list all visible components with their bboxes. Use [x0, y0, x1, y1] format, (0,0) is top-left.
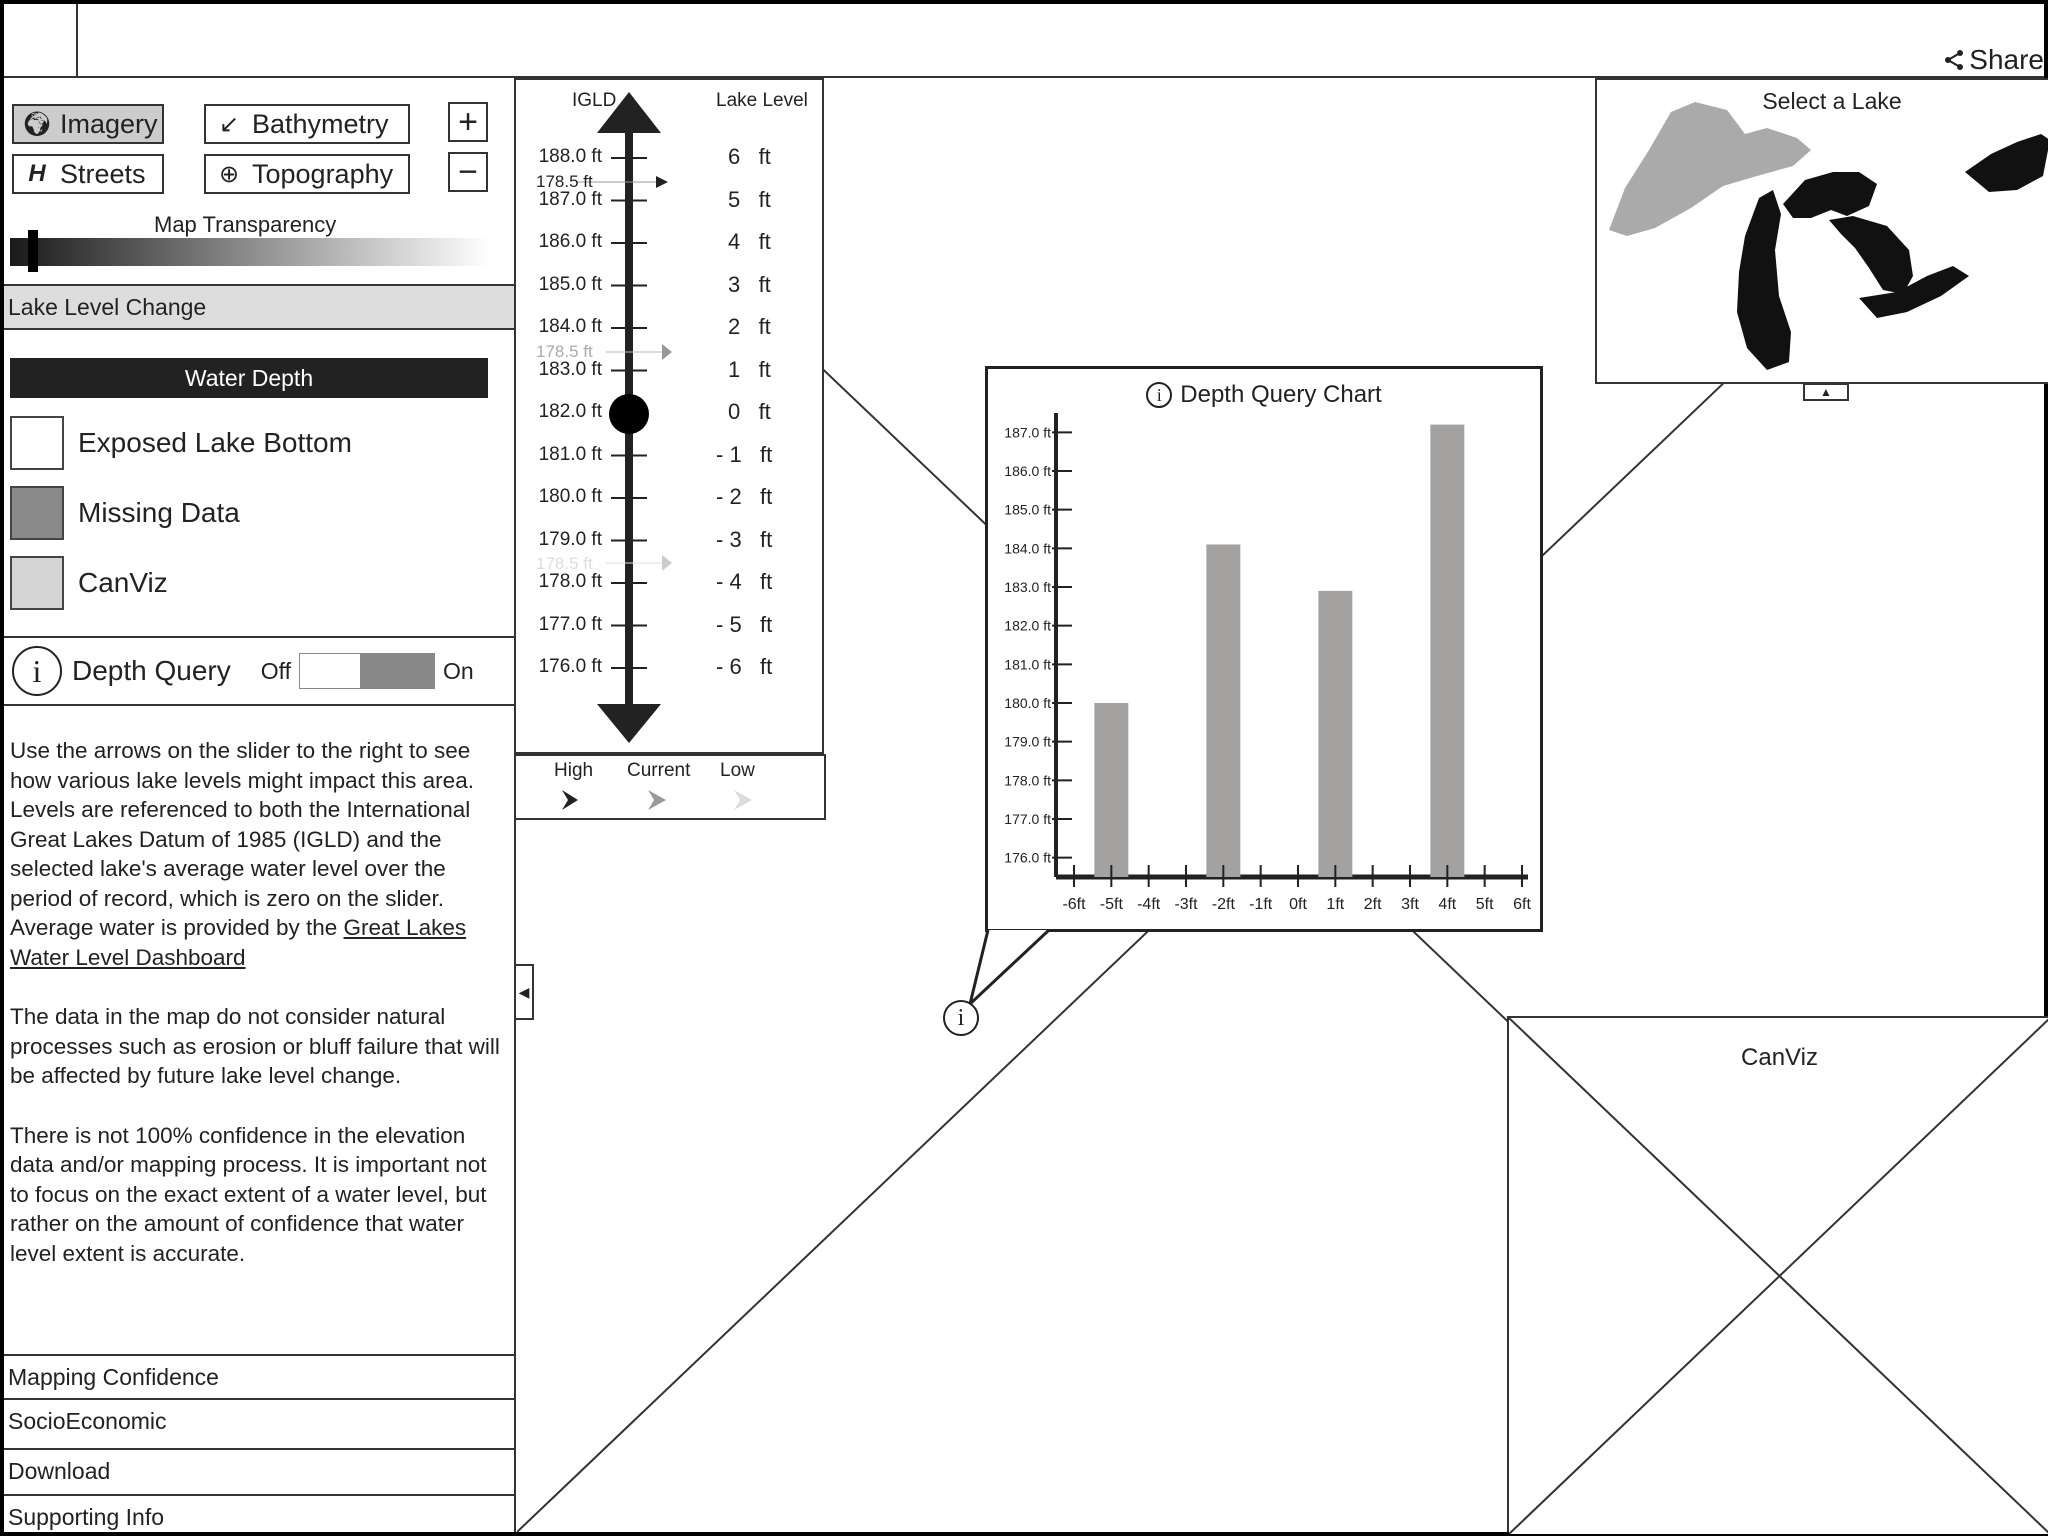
toggle-on-label: On [443, 657, 474, 684]
legend-current-label: Current [627, 760, 691, 781]
chart-x-tick-label: 0ft [1289, 896, 1307, 913]
lake-level-slider-panel [516, 78, 824, 754]
slider-down-arrow[interactable] [597, 704, 661, 743]
topography-button[interactable] [204, 154, 410, 194]
great-lakes-map [1597, 80, 2048, 386]
legend-canviz [10, 556, 168, 610]
chart-bar [1318, 591, 1352, 877]
plus-icon: + [458, 103, 478, 141]
description-p1: Use the arrows on the slider to the right to see how various lake levels might impact this area. Levels are referenced to both the International Great Lakes Datum of 1985 (IGLD) and the selected lake's average water level over the period of record, which is zero on the slider. Average water is provided by the [10, 738, 474, 940]
lake-level-tick-label: - 1 ft [716, 441, 773, 467]
igld-tick-label: 185.0 ft [538, 273, 602, 295]
nav-socioeconomic[interactable]: SocioEconomic [4, 1398, 514, 1444]
lake-level-tick-label: - 4 ft [716, 569, 773, 594]
imagery-label: Imagery [60, 108, 158, 139]
low-marker-arrow [662, 555, 672, 571]
share-icon [1943, 49, 1965, 71]
lake-michigan[interactable] [1737, 190, 1791, 370]
lake-level-tick-label: 1 ft [728, 356, 771, 382]
high-arrow-icon [562, 790, 578, 810]
chart-y-tick-label: 181.0 ft [1004, 656, 1051, 673]
chart-callout-pointer [966, 928, 1066, 1010]
chart-title: Depth Query Chart [1180, 381, 1382, 408]
chart-y-tick-label: 187.0 ft [1004, 424, 1051, 441]
canviz-placeholder-lines [1509, 1018, 2048, 1534]
chart-x-tick-label: 2ft [1363, 896, 1382, 913]
chart-x-tick-label: 1ft [1326, 896, 1345, 913]
lake-selector-panel [1595, 78, 2048, 384]
legend-swatch [10, 416, 64, 470]
imagery-button[interactable] [12, 104, 164, 144]
legend-missing-data [10, 486, 240, 540]
canviz-panel [1507, 1016, 2048, 1532]
chart-y-tick-label: 182.0 ft [1004, 617, 1051, 634]
lake-level-tick-label: 0 ft [728, 399, 771, 424]
chart-x-tick-label: -2ft [1211, 896, 1235, 913]
nav-download[interactable]: Download [4, 1448, 514, 1494]
slider-legend [516, 754, 826, 820]
lake-level-tick-label: 4 ft [728, 229, 771, 254]
chart-plot [988, 369, 1540, 929]
chart-y-tick-label: 176.0 ft [1004, 849, 1051, 866]
lake-level-tick-label: - 6 ft [716, 654, 773, 679]
chart-bar [1206, 544, 1240, 877]
legend-swatch [10, 486, 64, 540]
chart-bar [1094, 703, 1128, 877]
legend-label: Missing Data [78, 497, 240, 528]
chart-x-tick-label: 5ft [1475, 896, 1494, 913]
lake-michigan-north[interactable] [1783, 172, 1877, 218]
depth-query-label: Depth Query [72, 655, 231, 686]
chart-x-tick-label: -5ft [1099, 896, 1123, 913]
info-icon: i [1146, 382, 1172, 408]
logo-placeholder [4, 4, 78, 78]
low-marker-label: 178.5 ft [536, 554, 593, 573]
lake-selector-title: Select a Lake [1762, 88, 1902, 114]
chart-y-tick-label: 185.0 ft [1004, 501, 1051, 518]
minus-icon: − [458, 153, 478, 191]
compass-icon: ⊕ [218, 160, 240, 188]
toggle-off-label: Off [260, 657, 292, 684]
chart-bar [1430, 425, 1464, 877]
nav-supporting-info[interactable]: Supporting Info [4, 1494, 514, 1536]
chart-y-tick-label: 183.0 ft [1004, 579, 1051, 595]
left-panel [4, 78, 516, 1532]
road-icon: H [28, 160, 46, 187]
igld-header: IGLD [572, 90, 617, 111]
igld-tick-label: 179.0 ft [538, 528, 602, 550]
igld-tick-label: 183.0 ft [538, 358, 602, 380]
legend-label: Exposed Lake Bottom [78, 427, 352, 458]
high-marker-arrow [656, 176, 668, 188]
chart-x-tick-label: 4ft [1438, 896, 1457, 913]
lake-level-tick-label: - 5 ft [716, 611, 773, 637]
water-depth-title: Water Depth [10, 358, 488, 398]
lake-level-tick-label: 6 ft [728, 144, 771, 169]
slider-up-arrow[interactable] [597, 92, 661, 133]
current-marker-arrow [662, 344, 672, 360]
share-button[interactable] [1943, 44, 2044, 76]
topography-label: Topography [252, 158, 394, 189]
chart-x-tick-label: -6ft [1062, 896, 1086, 913]
igld-tick-label: 182.0 ft [538, 401, 602, 422]
zoom-out-button[interactable] [448, 152, 488, 192]
chart-x-tick-label: -3ft [1174, 896, 1198, 913]
igld-tick-label: 177.0 ft [538, 613, 602, 635]
streets-button[interactable] [12, 154, 164, 194]
info-icon: i [12, 646, 62, 696]
chart-y-tick-label: 184.0 ft [1004, 540, 1051, 557]
description-p3: There is not 100% confidence in the elevation data and/or mapping process. It is important not to focus on the exact extent of a water level, but rather on the amount of confidence that water level extent is accurate. [10, 1122, 487, 1266]
legend-label: CanViz [78, 567, 168, 598]
igld-tick-label: 178.0 ft [538, 571, 602, 592]
bathymetry-label: Bathymetry [252, 108, 389, 139]
chart-x-tick-label: -1ft [1249, 896, 1273, 913]
igld-tick-label: 187.0 ft [538, 188, 602, 210]
query-location-pin[interactable]: i [943, 1000, 979, 1036]
collapse-panel-button[interactable] [514, 964, 534, 1020]
lake-level-tick-label: - 2 ft [716, 484, 773, 509]
zoom-in-button[interactable] [448, 102, 488, 142]
legend-swatch [10, 556, 64, 610]
top-bar [4, 4, 2044, 78]
caret-left-icon: ◀ [518, 983, 530, 1000]
legend-low-label: Low [720, 760, 755, 781]
description-paragraph-1 [10, 736, 510, 972]
igld-tick-label: 184.0 ft [538, 316, 602, 337]
lake-ontario[interactable] [1965, 134, 2048, 192]
chart-y-tick-label: 186.0 ft [1004, 463, 1051, 479]
caret-up-icon: ▲ [1820, 385, 1832, 399]
current-arrow-icon [648, 790, 666, 810]
igld-tick-label: 188.0 ft [538, 146, 602, 167]
chart-y-tick-label: 178.0 ft [1004, 772, 1051, 789]
dashboard-link[interactable]: Great Lakes Water Level Dashboard [10, 915, 467, 970]
lake-level-header: Lake Level [716, 90, 808, 111]
current-marker-label: 178.5 ft [536, 342, 593, 361]
slider-handle[interactable] [609, 394, 649, 434]
depth-query-toggle[interactable] [299, 653, 435, 689]
lake-huron[interactable] [1829, 216, 1913, 294]
lake-level-change-header[interactable]: Lake Level Change [4, 284, 514, 330]
lake-selector-collapse[interactable] [1803, 383, 1849, 401]
share-label: Share [1969, 44, 2044, 75]
lake-level-tick-label: - 3 ft [716, 526, 773, 552]
chart-y-tick-label: 180.0 ft [1004, 695, 1051, 711]
chart-x-tick-label: 3ft [1401, 896, 1419, 913]
arrow-diagonal-icon: ↙ [218, 110, 240, 138]
legend-arrows [516, 786, 816, 816]
depth-query-chart [985, 366, 1543, 932]
legend-high-label: High [554, 760, 594, 781]
legend-exposed-lake-bottom [10, 416, 352, 470]
low-arrow-icon [734, 790, 752, 810]
toggle-knob [360, 654, 434, 688]
canviz-label: CanViz [1741, 1044, 1818, 1071]
transparency-label: Map Transparency [154, 212, 337, 237]
transparency-handle[interactable] [28, 230, 38, 272]
chart-y-tick-label: 179.0 ft [1004, 733, 1051, 750]
high-marker-label: 178.5 ft [536, 172, 593, 191]
igld-tick-label: 181.0 ft [538, 443, 602, 465]
streets-label: Streets [60, 158, 146, 189]
igld-tick-label: 186.0 ft [538, 231, 602, 252]
igld-tick-label: 176.0 ft [538, 656, 602, 677]
igld-tick-label: 180.0 ft [538, 486, 602, 507]
description-p2: The data in the map do not consider natural processes such as erosion or bluff failure that will be affected by future lake level change. [10, 1004, 500, 1088]
bathymetry-button[interactable] [204, 104, 410, 144]
lake-level-tick-label: 3 ft [728, 271, 771, 297]
globe-icon: 🌍︎ [21, 110, 53, 138]
transparency-slider[interactable] [10, 238, 490, 266]
lake-superior[interactable] [1609, 102, 1811, 236]
nav-mapping-confidence[interactable]: Mapping Confidence [4, 1354, 514, 1400]
chart-x-tick-label: 6ft [1513, 896, 1531, 913]
chart-y-tick-label: 177.0 ft [1004, 811, 1051, 827]
chart-x-tick-label: -4ft [1137, 896, 1161, 913]
description-text [10, 736, 510, 1298]
lake-level-tick-label: 5 ft [728, 186, 771, 212]
depth-query-row [4, 636, 514, 706]
lake-level-tick-label: 2 ft [728, 314, 771, 339]
